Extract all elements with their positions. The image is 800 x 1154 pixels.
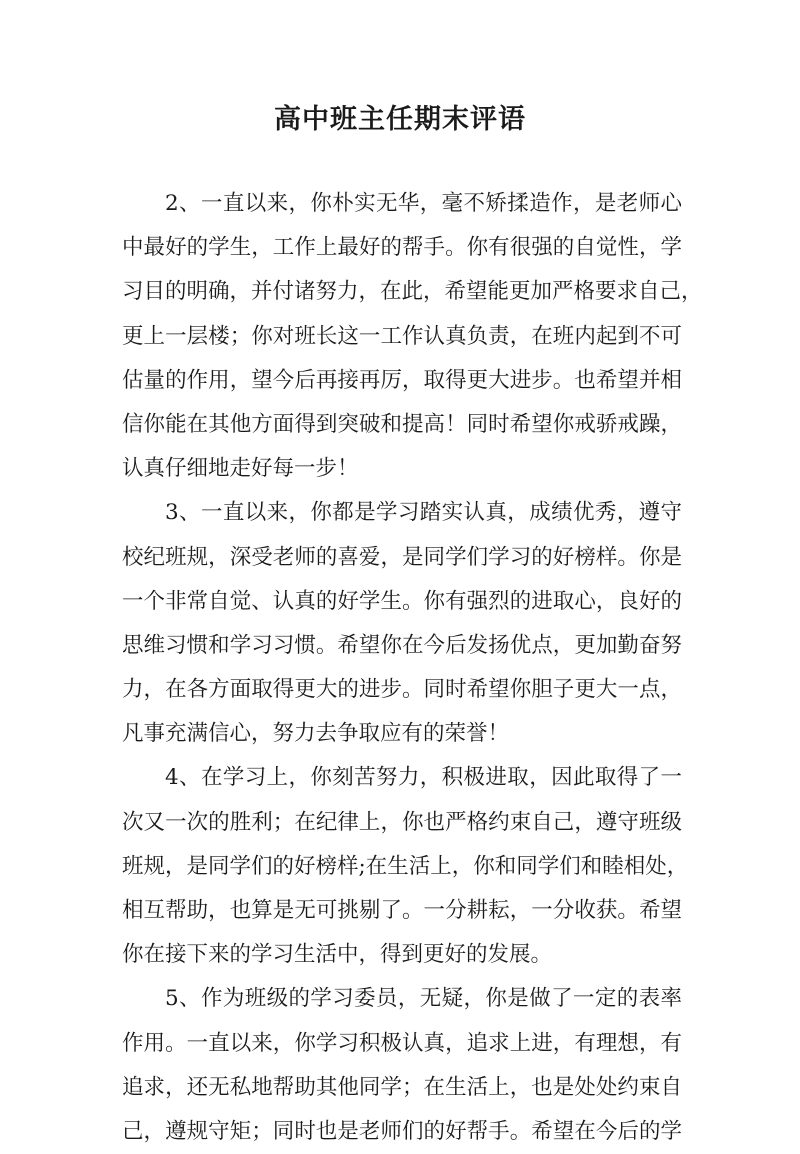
text-line: 作用。一直以来，你学习积极认真，追求上进，有理想，有 [122,1030,682,1056]
text-line: 次又一次的胜利；在纪律上，你也严格约束自己，遵守班级 [122,809,682,835]
text-line: 己，遵规守矩；同时也是老师们的好帮手。希望在今后的学 [122,1118,682,1144]
document-body [122,182,703,1154]
text-line: 中最好的学生，工作上最好的帮手。你有很强的自觉性，学 [122,235,682,261]
text-line: 相互帮助，也算是无可挑剔了。一分耕耘，一分收获。希望 [122,898,682,923]
paragraph-2 [122,182,703,491]
text-line: 思维习惯和学习习惯。希望你在今后发扬优点，更加勤奋努 [122,632,682,658]
text-line: 估量的作用，望今后再接再厉，取得更大进步。也希望并相 [122,367,682,393]
text-line: 凡事充满信心，努力去争取应有的荣誉！ [122,721,510,747]
paragraph-3 [122,491,682,756]
text-line: 一个非常自觉、认真的好学生。你有强烈的进取心，良好的 [122,588,682,614]
text-line: 认真仔细地走好每一步！ [122,456,359,482]
text-line: 4、在学习上，你刻苦努力，积极进取，因此取得了一 [165,765,682,791]
text-line: 校纪班规，深受老师的喜爱，是同学们学习的好榜样。你是 [122,544,682,570]
text-line: 2、一直以来，你朴实无华，毫不矫揉造作，是老师心 [165,191,682,216]
text-line: 更上一层楼；你对班长这一工作认真负责，在班内起到不可 [122,323,682,349]
text-line: 5、作为班级的学习委员，无疑，你是做了一定的表率 [165,986,682,1012]
document-title: 高中班主任期末评语 [274,104,526,135]
text-line: 3、一直以来，你都是学习踏实认真，成绩优秀，遵守 [165,500,682,526]
text-line: 班规，是同学们的好榜样;在生活上，你和同学们和睦相处， [122,853,689,879]
text-line: 力，在各方面取得更大的进步。同时希望你胆子更大一点， [122,677,682,703]
text-line: 信你能在其他方面得到突破和提高！同时希望你戒骄戒躁， [122,411,682,437]
text-line: 习目的明确，并付诸努力，在此，希望能更加严格要求自己， [122,279,703,305]
paragraph-4 [122,756,689,977]
text-line: 你在接下来的学习生活中，得到更好的发展。 [122,942,553,968]
text-line: 追求，还无私地帮助其他同学；在生活上，也是处处约束自 [122,1074,682,1100]
paragraph-5 [122,977,682,1154]
